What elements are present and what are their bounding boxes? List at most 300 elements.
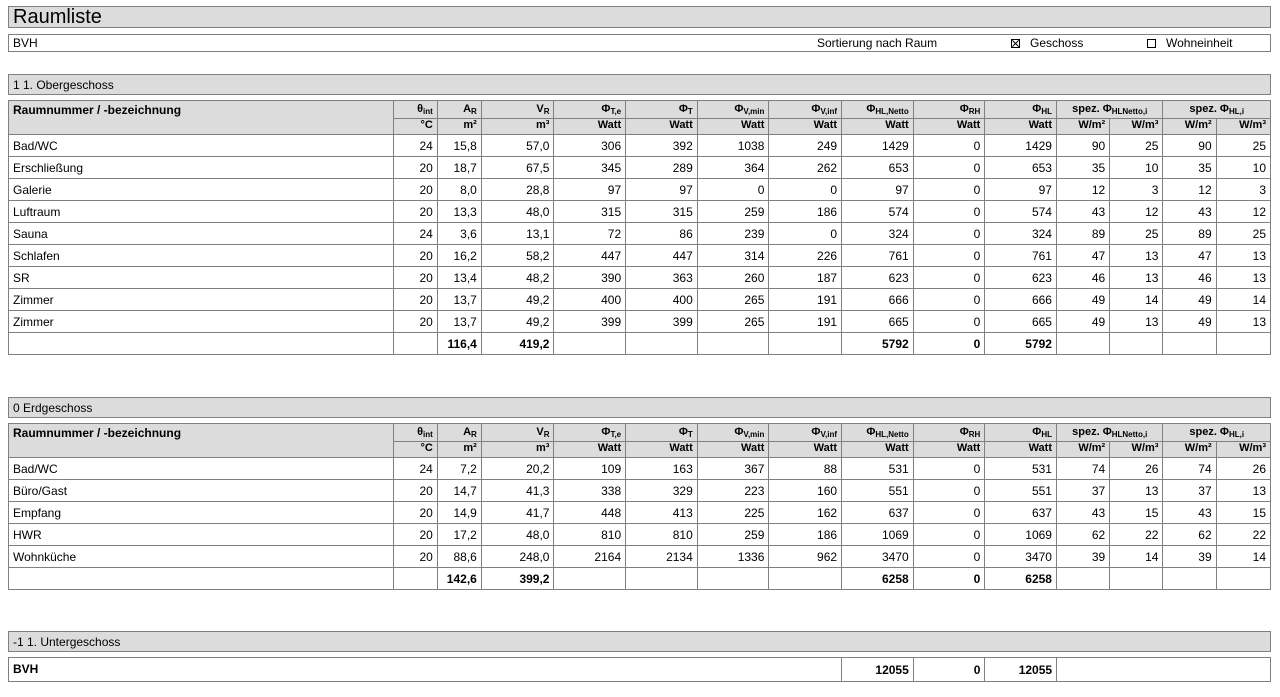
unit-header: Watt: [985, 119, 1057, 135]
cell-value: 666: [985, 289, 1057, 311]
table-row: [9, 157, 1271, 179]
total-value: 399,2: [481, 568, 554, 590]
column-header: $\Phi_{RH}$: [913, 101, 985, 119]
room-name: Zimmer: [9, 311, 394, 333]
column-header: $\Phi_{HL}$: [985, 424, 1057, 442]
spec-header: spez. $\Phi_{HLNetto,i}$: [1056, 424, 1162, 442]
table-row: [9, 524, 1271, 546]
cell-value: 13,4: [437, 267, 481, 289]
column-header: $\Phi_{V,min}$: [697, 424, 769, 442]
column-header: $\theta_{int}$: [393, 424, 437, 442]
cell-value: 25: [1216, 223, 1270, 245]
cell-value: 367: [697, 458, 769, 480]
cell-value: 0: [697, 179, 769, 201]
cell-value: 413: [626, 502, 698, 524]
cell-value: 0: [913, 201, 985, 223]
total-value: [1056, 568, 1109, 590]
cell-value: 186: [769, 201, 842, 223]
cell-value: 666: [842, 289, 914, 311]
unit-header: m³: [481, 442, 554, 458]
cell-value: 49: [1163, 311, 1216, 333]
cell-value: 86: [626, 223, 698, 245]
cell-value: 3470: [985, 546, 1057, 568]
room-name: Zimmer: [9, 289, 394, 311]
cell-value: 0: [913, 311, 985, 333]
column-header: $\Phi_{RH}$: [913, 424, 985, 442]
cell-value: 761: [985, 245, 1057, 267]
room-name: Luftraum: [9, 201, 394, 223]
cell-value: 364: [697, 157, 769, 179]
column-header: $\theta_{int}$: [393, 101, 437, 119]
total-value: [1056, 333, 1109, 355]
cell-value: 74: [1163, 458, 1216, 480]
cell-value: 13,1: [481, 223, 554, 245]
column-header: $\Phi_{HL}$: [985, 101, 1057, 119]
cell-value: 14,9: [437, 502, 481, 524]
room-name: Erschließung: [9, 157, 394, 179]
cell-value: 0: [913, 458, 985, 480]
cell-value: 448: [554, 502, 626, 524]
unit-header: W/m³: [1110, 442, 1163, 458]
cell-value: 0: [913, 267, 985, 289]
cell-value: 41,7: [481, 502, 554, 524]
cell-value: 13: [1216, 480, 1270, 502]
cell-value: 13: [1216, 267, 1270, 289]
table-row: [9, 502, 1271, 524]
cell-value: 0: [913, 502, 985, 524]
cell-value: 47: [1163, 245, 1216, 267]
cell-value: 392: [626, 135, 698, 157]
spec-header: spez. $\Phi_{HLNetto,i}$: [1056, 101, 1162, 119]
cell-value: 88,6: [437, 546, 481, 568]
cell-value: 39: [1056, 546, 1109, 568]
cell-value: 15,8: [437, 135, 481, 157]
cell-value: 7,2: [437, 458, 481, 480]
column-header: $\Phi_{HL,Netto}$: [842, 101, 914, 119]
cell-value: 637: [985, 502, 1057, 524]
cell-value: 191: [769, 311, 842, 333]
page-title: Raumliste: [8, 6, 1271, 28]
room-name: Galerie: [9, 179, 394, 201]
unit-header: Watt: [626, 119, 698, 135]
cell-value: 0: [913, 135, 985, 157]
cell-value: 20: [393, 311, 437, 333]
column-header: $A_R$: [437, 424, 481, 442]
unit-header: Watt: [769, 119, 842, 135]
cell-value: 90: [1056, 135, 1109, 157]
cell-value: 531: [842, 458, 914, 480]
cell-value: 16,2: [437, 245, 481, 267]
cell-value: 14: [1216, 546, 1270, 568]
cell-value: 400: [554, 289, 626, 311]
total-value: [769, 333, 842, 355]
project-bar: [8, 34, 1271, 52]
unit-header: W/m³: [1216, 119, 1270, 135]
cell-value: 43: [1163, 502, 1216, 524]
unit-header: Watt: [697, 119, 769, 135]
cell-value: 58,2: [481, 245, 554, 267]
table-row: [9, 223, 1271, 245]
cell-value: 24: [393, 223, 437, 245]
cell-value: 399: [554, 311, 626, 333]
cell-value: 18,7: [437, 157, 481, 179]
cell-value: 43: [1056, 502, 1109, 524]
cell-value: 653: [985, 157, 1057, 179]
cell-value: 623: [985, 267, 1057, 289]
cell-value: 24: [393, 458, 437, 480]
cell-value: 13: [1110, 267, 1163, 289]
table-row: [9, 458, 1271, 480]
floor-section: [8, 74, 1271, 355]
grand-total-netto: 12055: [842, 658, 914, 682]
unit-header: Watt: [913, 119, 985, 135]
total-value: [697, 568, 769, 590]
cell-value: 338: [554, 480, 626, 502]
cell-value: 20,2: [481, 458, 554, 480]
total-value: 6258: [985, 568, 1057, 590]
sort-option-wohneinheit[interactable]: Wohneinheit: [1147, 35, 1233, 51]
total-value: 116,4: [437, 333, 481, 355]
room-table: [8, 100, 1271, 355]
room-name: Bad/WC: [9, 458, 394, 480]
cell-value: 162: [769, 502, 842, 524]
cell-value: 12: [1110, 201, 1163, 223]
cell-value: 186: [769, 524, 842, 546]
total-value: [1216, 568, 1270, 590]
cell-value: 665: [985, 311, 1057, 333]
cell-value: 22: [1110, 524, 1163, 546]
cell-value: 20: [393, 480, 437, 502]
cell-value: 329: [626, 480, 698, 502]
unit-header: W/m²: [1056, 119, 1109, 135]
total-value: [393, 333, 437, 355]
cell-value: 3: [1110, 179, 1163, 201]
total-value: 0: [913, 568, 985, 590]
cell-value: 97: [626, 179, 698, 201]
cell-value: 15: [1110, 502, 1163, 524]
cell-value: 0: [913, 289, 985, 311]
unit-header: Watt: [842, 442, 914, 458]
unit-header: W/m³: [1216, 442, 1270, 458]
spec-header: spez. $\Phi_{HL,i}$: [1163, 424, 1271, 442]
section-title: 0 Erdgeschoss: [8, 397, 1271, 418]
cell-value: 97: [985, 179, 1057, 201]
cell-value: 28,8: [481, 179, 554, 201]
column-header: $\Phi_{V,inf}$: [769, 424, 842, 442]
cell-value: 0: [913, 245, 985, 267]
spec-header: spez. $\Phi_{HL,i}$: [1163, 101, 1271, 119]
cell-value: 324: [842, 223, 914, 245]
cell-value: 47: [1056, 245, 1109, 267]
total-row: [9, 568, 1271, 590]
grand-total-row: [8, 657, 1271, 682]
unit-header: Watt: [985, 442, 1057, 458]
total-value: 419,2: [481, 333, 554, 355]
table-row: [9, 179, 1271, 201]
grand-total-label: BVH: [9, 658, 842, 682]
cell-value: 26: [1110, 458, 1163, 480]
total-value: [9, 568, 394, 590]
cell-value: 289: [626, 157, 698, 179]
cell-value: 3470: [842, 546, 914, 568]
cell-value: 0: [913, 179, 985, 201]
unit-header: W/m²: [1163, 442, 1216, 458]
cell-value: 225: [697, 502, 769, 524]
cell-value: 49: [1056, 289, 1109, 311]
total-value: [697, 333, 769, 355]
sort-option-geschoss[interactable]: Geschoss: [1011, 35, 1083, 51]
total-value: [626, 568, 698, 590]
cell-value: 13: [1216, 311, 1270, 333]
total-value: 6258: [842, 568, 914, 590]
project-name: BVH: [13, 36, 38, 50]
cell-value: 314: [697, 245, 769, 267]
cell-value: 962: [769, 546, 842, 568]
room-name: Schlafen: [9, 245, 394, 267]
cell-value: 25: [1110, 135, 1163, 157]
unit-header: Watt: [842, 119, 914, 135]
cell-value: 1038: [697, 135, 769, 157]
cell-value: 20: [393, 524, 437, 546]
cell-value: 0: [913, 524, 985, 546]
cell-value: 20: [393, 267, 437, 289]
cell-value: 20: [393, 289, 437, 311]
cell-value: 13,7: [437, 289, 481, 311]
column-header: $\Phi_T$: [626, 101, 698, 119]
total-value: [554, 568, 626, 590]
column-header: $V_R$: [481, 101, 554, 119]
cell-value: 15: [1216, 502, 1270, 524]
column-header: $\Phi_{T,e}$: [554, 101, 626, 119]
cell-value: 223: [697, 480, 769, 502]
section-untergeschoss: [8, 631, 1271, 652]
cell-value: 265: [697, 289, 769, 311]
checkbox-checked-icon[interactable]: [1011, 39, 1020, 48]
cell-value: 62: [1163, 524, 1216, 546]
cell-value: 22: [1216, 524, 1270, 546]
table-row: [9, 245, 1271, 267]
cell-value: 637: [842, 502, 914, 524]
cell-value: 62: [1056, 524, 1109, 546]
cell-value: 447: [626, 245, 698, 267]
unit-header: °C: [393, 442, 437, 458]
table-row: [9, 289, 1271, 311]
cell-value: 0: [769, 223, 842, 245]
room-name-header: Raumnummer / -bezeichnung: [9, 424, 394, 458]
cell-value: 13,3: [437, 201, 481, 223]
cell-value: 12: [1216, 201, 1270, 223]
cell-value: 1069: [985, 524, 1057, 546]
cell-value: 265: [697, 311, 769, 333]
cell-value: 400: [626, 289, 698, 311]
unit-header: W/m³: [1110, 119, 1163, 135]
total-value: [393, 568, 437, 590]
cell-value: 0: [913, 157, 985, 179]
cell-value: 13: [1110, 480, 1163, 502]
cell-value: 48,0: [481, 201, 554, 223]
cell-value: 551: [842, 480, 914, 502]
unit-header: Watt: [769, 442, 842, 458]
total-value: [1110, 568, 1163, 590]
unit-header: Watt: [697, 442, 769, 458]
checkbox-unchecked-icon[interactable]: [1147, 39, 1156, 48]
cell-value: 1429: [985, 135, 1057, 157]
total-row: [9, 333, 1271, 355]
table-row: [9, 311, 1271, 333]
cell-value: 25: [1110, 223, 1163, 245]
sort-label: Sortierung nach Raum: [817, 36, 938, 50]
cell-value: 2164: [554, 546, 626, 568]
column-header: $\Phi_{V,min}$: [697, 101, 769, 119]
column-header: $\Phi_{HL,Netto}$: [842, 424, 914, 442]
cell-value: 363: [626, 267, 698, 289]
room-name: HWR: [9, 524, 394, 546]
cell-value: 249: [769, 135, 842, 157]
cell-value: 49,2: [481, 311, 554, 333]
cell-value: 17,2: [437, 524, 481, 546]
cell-value: 810: [554, 524, 626, 546]
room-name: Sauna: [9, 223, 394, 245]
unit-header: W/m²: [1056, 442, 1109, 458]
unit-header: Watt: [913, 442, 985, 458]
cell-value: 810: [626, 524, 698, 546]
cell-value: 89: [1163, 223, 1216, 245]
cell-value: 260: [697, 267, 769, 289]
unit-header: m³: [481, 119, 554, 135]
cell-value: 49: [1056, 311, 1109, 333]
total-value: 5792: [985, 333, 1057, 355]
column-header: $\Phi_{V,inf}$: [769, 101, 842, 119]
cell-value: 43: [1163, 201, 1216, 223]
cell-value: 623: [842, 267, 914, 289]
cell-value: 248,0: [481, 546, 554, 568]
unit-header: m²: [437, 119, 481, 135]
cell-value: 67,5: [481, 157, 554, 179]
cell-value: 37: [1163, 480, 1216, 502]
cell-value: 262: [769, 157, 842, 179]
cell-value: 399: [626, 311, 698, 333]
cell-value: 13: [1216, 245, 1270, 267]
cell-value: 74: [1056, 458, 1109, 480]
cell-value: 1429: [842, 135, 914, 157]
column-header: $A_R$: [437, 101, 481, 119]
table-row: [9, 546, 1271, 568]
cell-value: 46: [1163, 267, 1216, 289]
cell-value: 37: [1056, 480, 1109, 502]
cell-value: 447: [554, 245, 626, 267]
cell-value: 13,7: [437, 311, 481, 333]
cell-value: 89: [1056, 223, 1109, 245]
table-row: [9, 480, 1271, 502]
cell-value: 551: [985, 480, 1057, 502]
unit-header: Watt: [554, 119, 626, 135]
cell-value: 20: [393, 502, 437, 524]
total-value: [554, 333, 626, 355]
cell-value: 390: [554, 267, 626, 289]
cell-value: 315: [626, 201, 698, 223]
column-header: $\Phi_{T,e}$: [554, 424, 626, 442]
room-name: Bad/WC: [9, 135, 394, 157]
cell-value: 43: [1056, 201, 1109, 223]
cell-value: 0: [913, 546, 985, 568]
total-value: [1110, 333, 1163, 355]
cell-value: 13: [1110, 311, 1163, 333]
cell-value: 35: [1056, 157, 1109, 179]
cell-value: 665: [842, 311, 914, 333]
section-title: 1 1. Obergeschoss: [8, 74, 1271, 95]
cell-value: 226: [769, 245, 842, 267]
cell-value: 14: [1110, 289, 1163, 311]
cell-value: 26: [1216, 458, 1270, 480]
table-row: [9, 201, 1271, 223]
cell-value: 12: [1163, 179, 1216, 201]
total-value: [769, 568, 842, 590]
room-table: [8, 423, 1271, 590]
cell-value: 109: [554, 458, 626, 480]
cell-value: 14,7: [437, 480, 481, 502]
cell-value: 48,2: [481, 267, 554, 289]
cell-value: 20: [393, 179, 437, 201]
cell-value: 653: [842, 157, 914, 179]
total-value: [1163, 333, 1216, 355]
cell-value: 14: [1216, 289, 1270, 311]
cell-value: 20: [393, 245, 437, 267]
cell-value: 49: [1163, 289, 1216, 311]
cell-value: 0: [913, 480, 985, 502]
table-row: [9, 267, 1271, 289]
total-value: [1216, 333, 1270, 355]
cell-value: 48,0: [481, 524, 554, 546]
total-value: 142,6: [437, 568, 481, 590]
cell-value: 49,2: [481, 289, 554, 311]
cell-value: 187: [769, 267, 842, 289]
column-header: $\Phi_T$: [626, 424, 698, 442]
grand-total-hl: 12055: [985, 658, 1057, 682]
cell-value: 239: [697, 223, 769, 245]
cell-value: 3,6: [437, 223, 481, 245]
cell-value: 14: [1110, 546, 1163, 568]
section-title: -1 1. Untergeschoss: [8, 631, 1271, 652]
cell-value: 574: [842, 201, 914, 223]
cell-value: 345: [554, 157, 626, 179]
cell-value: 1336: [697, 546, 769, 568]
column-header: $V_R$: [481, 424, 554, 442]
cell-value: 0: [769, 179, 842, 201]
cell-value: 160: [769, 480, 842, 502]
cell-value: 39: [1163, 546, 1216, 568]
cell-value: 191: [769, 289, 842, 311]
cell-value: 324: [985, 223, 1057, 245]
cell-value: 97: [842, 179, 914, 201]
total-value: 5792: [842, 333, 914, 355]
cell-value: 35: [1163, 157, 1216, 179]
cell-value: 41,3: [481, 480, 554, 502]
unit-header: °C: [393, 119, 437, 135]
cell-value: 531: [985, 458, 1057, 480]
table-row: [9, 135, 1271, 157]
room-name: Büro/Gast: [9, 480, 394, 502]
cell-value: 46: [1056, 267, 1109, 289]
room-name: Empfang: [9, 502, 394, 524]
cell-value: 97: [554, 179, 626, 201]
total-value: 0: [913, 333, 985, 355]
cell-value: 25: [1216, 135, 1270, 157]
cell-value: 20: [393, 157, 437, 179]
cell-value: 90: [1163, 135, 1216, 157]
cell-value: 8,0: [437, 179, 481, 201]
room-name-header: Raumnummer / -bezeichnung: [9, 101, 394, 135]
cell-value: 88: [769, 458, 842, 480]
